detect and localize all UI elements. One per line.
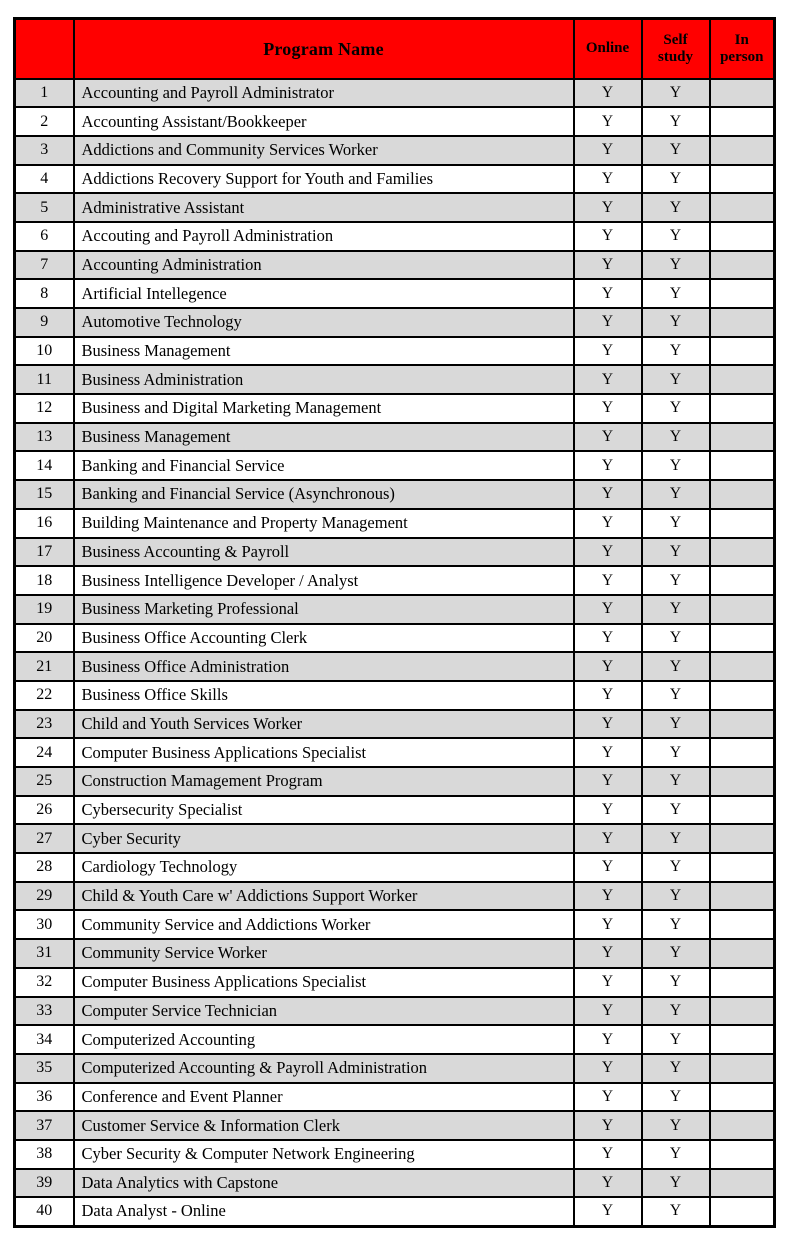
program-name-cell: Automotive Technology bbox=[74, 308, 574, 337]
program-name-cell: Business Marketing Professional bbox=[74, 595, 574, 624]
program-name-cell: Child & Youth Care w' Addictions Support Worker bbox=[74, 882, 574, 911]
in-person-flag-cell bbox=[710, 480, 775, 509]
table-row bbox=[15, 910, 775, 939]
row-number-cell: 10 bbox=[15, 337, 74, 366]
row-number-cell: 36 bbox=[15, 1083, 74, 1112]
table-row bbox=[15, 681, 775, 710]
in-person-flag-cell bbox=[710, 1054, 775, 1083]
program-name-cell: Community Service Worker bbox=[74, 939, 574, 968]
row-number-cell: 33 bbox=[15, 997, 74, 1026]
online-flag-cell: Y bbox=[574, 566, 642, 595]
online-flag-cell: Y bbox=[574, 423, 642, 452]
online-flag-cell: Y bbox=[574, 1111, 642, 1140]
column-header-self-study-line2: study bbox=[657, 48, 694, 65]
self-study-flag-cell: Y bbox=[642, 136, 710, 165]
table-header bbox=[15, 19, 775, 79]
online-flag-cell: Y bbox=[574, 107, 642, 136]
program-name-cell: Construction Mamagement Program bbox=[74, 767, 574, 796]
row-number-cell: 39 bbox=[15, 1169, 74, 1198]
in-person-flag-cell bbox=[710, 509, 775, 538]
online-flag-cell: Y bbox=[574, 767, 642, 796]
online-flag-cell: Y bbox=[574, 595, 642, 624]
table-row bbox=[15, 824, 775, 853]
in-person-flag-cell bbox=[710, 1169, 775, 1198]
header-row bbox=[15, 19, 775, 79]
row-number-cell: 32 bbox=[15, 968, 74, 997]
program-name-cell: Accouting and Payroll Administration bbox=[74, 222, 574, 251]
program-name-cell: Computer Service Technician bbox=[74, 997, 574, 1026]
row-number-cell: 4 bbox=[15, 165, 74, 194]
self-study-flag-cell: Y bbox=[642, 853, 710, 882]
in-person-flag-cell bbox=[710, 222, 775, 251]
in-person-flag-cell bbox=[710, 566, 775, 595]
in-person-flag-cell bbox=[710, 738, 775, 767]
row-number-cell: 22 bbox=[15, 681, 74, 710]
self-study-flag-cell: Y bbox=[642, 910, 710, 939]
online-flag-cell: Y bbox=[574, 451, 642, 480]
program-name-cell: Business Office Administration bbox=[74, 652, 574, 681]
self-study-flag-cell: Y bbox=[642, 796, 710, 825]
in-person-flag-cell bbox=[710, 451, 775, 480]
programs-table bbox=[13, 17, 776, 1228]
table-row bbox=[15, 136, 775, 165]
online-flag-cell: Y bbox=[574, 624, 642, 653]
row-number-cell: 27 bbox=[15, 824, 74, 853]
self-study-flag-cell: Y bbox=[642, 968, 710, 997]
self-study-flag-cell: Y bbox=[642, 222, 710, 251]
table-row bbox=[15, 652, 775, 681]
table-row bbox=[15, 279, 775, 308]
online-flag-cell: Y bbox=[574, 652, 642, 681]
table-row bbox=[15, 308, 775, 337]
program-name-cell: Cybersecurity Specialist bbox=[74, 796, 574, 825]
self-study-flag-cell: Y bbox=[642, 308, 710, 337]
in-person-flag-cell bbox=[710, 681, 775, 710]
self-study-flag-cell: Y bbox=[642, 451, 710, 480]
in-person-flag-cell bbox=[710, 308, 775, 337]
table-row bbox=[15, 1111, 775, 1140]
row-number-cell: 17 bbox=[15, 538, 74, 567]
table-row bbox=[15, 222, 775, 251]
row-number-cell: 2 bbox=[15, 107, 74, 136]
row-number-cell: 12 bbox=[15, 394, 74, 423]
row-number-cell: 6 bbox=[15, 222, 74, 251]
in-person-flag-cell bbox=[710, 997, 775, 1026]
in-person-flag-cell bbox=[710, 251, 775, 280]
online-flag-cell: Y bbox=[574, 710, 642, 739]
in-person-flag-cell bbox=[710, 1025, 775, 1054]
self-study-flag-cell: Y bbox=[642, 107, 710, 136]
column-header-in-person bbox=[710, 19, 775, 79]
table-row bbox=[15, 968, 775, 997]
table-row bbox=[15, 337, 775, 366]
table-row bbox=[15, 165, 775, 194]
in-person-flag-cell bbox=[710, 79, 775, 108]
table-row bbox=[15, 595, 775, 624]
table-row bbox=[15, 1025, 775, 1054]
table-row bbox=[15, 566, 775, 595]
self-study-flag-cell: Y bbox=[642, 738, 710, 767]
column-header-in-person-line1: In bbox=[734, 31, 749, 48]
self-study-flag-cell: Y bbox=[642, 566, 710, 595]
self-study-flag-cell: Y bbox=[642, 251, 710, 280]
table-row bbox=[15, 1083, 775, 1112]
online-flag-cell: Y bbox=[574, 738, 642, 767]
online-flag-cell: Y bbox=[574, 1197, 642, 1226]
online-flag-cell: Y bbox=[574, 193, 642, 222]
online-flag-cell: Y bbox=[574, 509, 642, 538]
self-study-flag-cell: Y bbox=[642, 480, 710, 509]
online-flag-cell: Y bbox=[574, 308, 642, 337]
row-number-cell: 38 bbox=[15, 1140, 74, 1169]
table-row bbox=[15, 882, 775, 911]
self-study-flag-cell: Y bbox=[642, 193, 710, 222]
in-person-flag-cell bbox=[710, 365, 775, 394]
self-study-flag-cell: Y bbox=[642, 1169, 710, 1198]
in-person-flag-cell bbox=[710, 1111, 775, 1140]
column-header-online-label: Online bbox=[585, 40, 630, 57]
online-flag-cell: Y bbox=[574, 136, 642, 165]
program-name-cell: Business Administration bbox=[74, 365, 574, 394]
program-name-cell: Accounting Administration bbox=[74, 251, 574, 280]
in-person-flag-cell bbox=[710, 767, 775, 796]
table-row bbox=[15, 1197, 775, 1226]
self-study-flag-cell: Y bbox=[642, 767, 710, 796]
table-row bbox=[15, 480, 775, 509]
online-flag-cell: Y bbox=[574, 79, 642, 108]
online-flag-cell: Y bbox=[574, 882, 642, 911]
online-flag-cell: Y bbox=[574, 337, 642, 366]
in-person-flag-cell bbox=[710, 939, 775, 968]
row-number-cell: 28 bbox=[15, 853, 74, 882]
row-number-cell: 16 bbox=[15, 509, 74, 538]
row-number-cell: 9 bbox=[15, 308, 74, 337]
table-row bbox=[15, 193, 775, 222]
online-flag-cell: Y bbox=[574, 165, 642, 194]
row-number-cell: 14 bbox=[15, 451, 74, 480]
in-person-flag-cell bbox=[710, 652, 775, 681]
program-name-cell: Banking and Financial Service (Asynchronous) bbox=[74, 480, 574, 509]
in-person-flag-cell bbox=[710, 882, 775, 911]
table-row bbox=[15, 1054, 775, 1083]
online-flag-cell: Y bbox=[574, 796, 642, 825]
row-number-cell: 13 bbox=[15, 423, 74, 452]
row-number-cell: 31 bbox=[15, 939, 74, 968]
row-number-cell: 18 bbox=[15, 566, 74, 595]
online-flag-cell: Y bbox=[574, 480, 642, 509]
programs-table-container bbox=[13, 17, 773, 1228]
row-number-cell: 20 bbox=[15, 624, 74, 653]
table-row bbox=[15, 451, 775, 480]
program-name-cell: Child and Youth Services Worker bbox=[74, 710, 574, 739]
in-person-flag-cell bbox=[710, 624, 775, 653]
row-number-cell: 1 bbox=[15, 79, 74, 108]
self-study-flag-cell: Y bbox=[642, 997, 710, 1026]
online-flag-cell: Y bbox=[574, 824, 642, 853]
table-row bbox=[15, 394, 775, 423]
program-name-cell: Accounting Assistant/Bookkeeper bbox=[74, 107, 574, 136]
program-name-cell: Business Management bbox=[74, 423, 574, 452]
table-row bbox=[15, 710, 775, 739]
program-name-cell: Administrative Assistant bbox=[74, 193, 574, 222]
in-person-flag-cell bbox=[710, 423, 775, 452]
row-number-cell: 15 bbox=[15, 480, 74, 509]
in-person-flag-cell bbox=[710, 824, 775, 853]
in-person-flag-cell bbox=[710, 968, 775, 997]
online-flag-cell: Y bbox=[574, 939, 642, 968]
online-flag-cell: Y bbox=[574, 997, 642, 1026]
table-row bbox=[15, 79, 775, 108]
program-name-cell: Customer Service & Information Clerk bbox=[74, 1111, 574, 1140]
online-flag-cell: Y bbox=[574, 251, 642, 280]
self-study-flag-cell: Y bbox=[642, 423, 710, 452]
in-person-flag-cell bbox=[710, 1197, 775, 1226]
online-flag-cell: Y bbox=[574, 853, 642, 882]
online-flag-cell: Y bbox=[574, 1140, 642, 1169]
online-flag-cell: Y bbox=[574, 1083, 642, 1112]
in-person-flag-cell bbox=[710, 710, 775, 739]
table-row bbox=[15, 509, 775, 538]
row-number-cell: 35 bbox=[15, 1054, 74, 1083]
table-row bbox=[15, 423, 775, 452]
online-flag-cell: Y bbox=[574, 365, 642, 394]
program-name-cell: Business Intelligence Developer / Analyst bbox=[74, 566, 574, 595]
self-study-flag-cell: Y bbox=[642, 1197, 710, 1226]
in-person-flag-cell bbox=[710, 538, 775, 567]
row-number-cell: 37 bbox=[15, 1111, 74, 1140]
in-person-flag-cell bbox=[710, 136, 775, 165]
table-row bbox=[15, 796, 775, 825]
program-name-cell: Addictions and Community Services Worker bbox=[74, 136, 574, 165]
program-name-cell: Cyber Security & Computer Network Engineering bbox=[74, 1140, 574, 1169]
table-row bbox=[15, 1140, 775, 1169]
table-row bbox=[15, 939, 775, 968]
program-name-cell: Banking and Financial Service bbox=[74, 451, 574, 480]
self-study-flag-cell: Y bbox=[642, 365, 710, 394]
program-name-cell: Accounting and Payroll Administrator bbox=[74, 79, 574, 108]
self-study-flag-cell: Y bbox=[642, 394, 710, 423]
program-name-cell: Conference and Event Planner bbox=[74, 1083, 574, 1112]
in-person-flag-cell bbox=[710, 279, 775, 308]
row-number-cell: 25 bbox=[15, 767, 74, 796]
row-number-cell: 34 bbox=[15, 1025, 74, 1054]
column-header-in-person-line2: person bbox=[720, 48, 764, 65]
self-study-flag-cell: Y bbox=[642, 538, 710, 567]
self-study-flag-cell: Y bbox=[642, 681, 710, 710]
column-header-program-name: Program Name bbox=[74, 19, 574, 79]
self-study-flag-cell: Y bbox=[642, 509, 710, 538]
self-study-flag-cell: Y bbox=[642, 824, 710, 853]
self-study-flag-cell: Y bbox=[642, 595, 710, 624]
program-name-cell: Data Analytics with Capstone bbox=[74, 1169, 574, 1198]
self-study-flag-cell: Y bbox=[642, 1111, 710, 1140]
online-flag-cell: Y bbox=[574, 279, 642, 308]
row-number-cell: 11 bbox=[15, 365, 74, 394]
self-study-flag-cell: Y bbox=[642, 939, 710, 968]
row-number-cell: 5 bbox=[15, 193, 74, 222]
in-person-flag-cell bbox=[710, 193, 775, 222]
column-header-self-study bbox=[642, 19, 710, 79]
program-name-cell: Computerized Accounting bbox=[74, 1025, 574, 1054]
in-person-flag-cell bbox=[710, 1140, 775, 1169]
program-name-cell: Data Analyst - Online bbox=[74, 1197, 574, 1226]
table-row bbox=[15, 365, 775, 394]
online-flag-cell: Y bbox=[574, 681, 642, 710]
table-row bbox=[15, 1169, 775, 1198]
online-flag-cell: Y bbox=[574, 910, 642, 939]
row-number-cell: 30 bbox=[15, 910, 74, 939]
self-study-flag-cell: Y bbox=[642, 337, 710, 366]
row-number-cell: 21 bbox=[15, 652, 74, 681]
program-name-cell: Business Management bbox=[74, 337, 574, 366]
self-study-flag-cell: Y bbox=[642, 710, 710, 739]
in-person-flag-cell bbox=[710, 796, 775, 825]
program-name-cell: Addictions Recovery Support for Youth and Families bbox=[74, 165, 574, 194]
in-person-flag-cell bbox=[710, 1083, 775, 1112]
program-name-cell: Computer Business Applications Specialist bbox=[74, 968, 574, 997]
in-person-flag-cell bbox=[710, 107, 775, 136]
self-study-flag-cell: Y bbox=[642, 1025, 710, 1054]
row-number-cell: 19 bbox=[15, 595, 74, 624]
self-study-flag-cell: Y bbox=[642, 1140, 710, 1169]
program-name-cell: Business Office Accounting Clerk bbox=[74, 624, 574, 653]
program-name-cell: Cyber Security bbox=[74, 824, 574, 853]
in-person-flag-cell bbox=[710, 595, 775, 624]
row-number-cell: 8 bbox=[15, 279, 74, 308]
program-name-cell: Business Accounting & Payroll bbox=[74, 538, 574, 567]
self-study-flag-cell: Y bbox=[642, 79, 710, 108]
row-number-cell: 24 bbox=[15, 738, 74, 767]
online-flag-cell: Y bbox=[574, 1025, 642, 1054]
table-row bbox=[15, 251, 775, 280]
online-flag-cell: Y bbox=[574, 394, 642, 423]
table-row bbox=[15, 107, 775, 136]
table-row bbox=[15, 624, 775, 653]
row-number-cell: 26 bbox=[15, 796, 74, 825]
self-study-flag-cell: Y bbox=[642, 279, 710, 308]
table-row bbox=[15, 538, 775, 567]
in-person-flag-cell bbox=[710, 910, 775, 939]
table-row bbox=[15, 767, 775, 796]
program-name-cell: Building Maintenance and Property Management bbox=[74, 509, 574, 538]
online-flag-cell: Y bbox=[574, 222, 642, 251]
online-flag-cell: Y bbox=[574, 1169, 642, 1198]
online-flag-cell: Y bbox=[574, 1054, 642, 1083]
program-name-cell: Computer Business Applications Specialist bbox=[74, 738, 574, 767]
program-name-cell: Computerized Accounting & Payroll Administration bbox=[74, 1054, 574, 1083]
program-name-cell: Community Service and Addictions Worker bbox=[74, 910, 574, 939]
self-study-flag-cell: Y bbox=[642, 1054, 710, 1083]
row-number-cell: 3 bbox=[15, 136, 74, 165]
program-name-cell: Business and Digital Marketing Management bbox=[74, 394, 574, 423]
program-name-cell: Business Office Skills bbox=[74, 681, 574, 710]
row-number-cell: 40 bbox=[15, 1197, 74, 1226]
column-header-online bbox=[574, 19, 642, 79]
self-study-flag-cell: Y bbox=[642, 882, 710, 911]
table-row bbox=[15, 997, 775, 1026]
table-row bbox=[15, 853, 775, 882]
self-study-flag-cell: Y bbox=[642, 652, 710, 681]
table-body bbox=[15, 79, 775, 1227]
program-name-cell: Artificial Intellegence bbox=[74, 279, 574, 308]
in-person-flag-cell bbox=[710, 337, 775, 366]
self-study-flag-cell: Y bbox=[642, 165, 710, 194]
online-flag-cell: Y bbox=[574, 538, 642, 567]
program-name-cell: Cardiology Technology bbox=[74, 853, 574, 882]
table-row bbox=[15, 738, 775, 767]
row-number-cell: 7 bbox=[15, 251, 74, 280]
in-person-flag-cell bbox=[710, 853, 775, 882]
online-flag-cell: Y bbox=[574, 968, 642, 997]
self-study-flag-cell: Y bbox=[642, 624, 710, 653]
in-person-flag-cell bbox=[710, 165, 775, 194]
self-study-flag-cell: Y bbox=[642, 1083, 710, 1112]
column-header-number bbox=[15, 19, 74, 79]
row-number-cell: 29 bbox=[15, 882, 74, 911]
in-person-flag-cell bbox=[710, 394, 775, 423]
column-header-self-study-line1: Self bbox=[663, 31, 688, 48]
row-number-cell: 23 bbox=[15, 710, 74, 739]
